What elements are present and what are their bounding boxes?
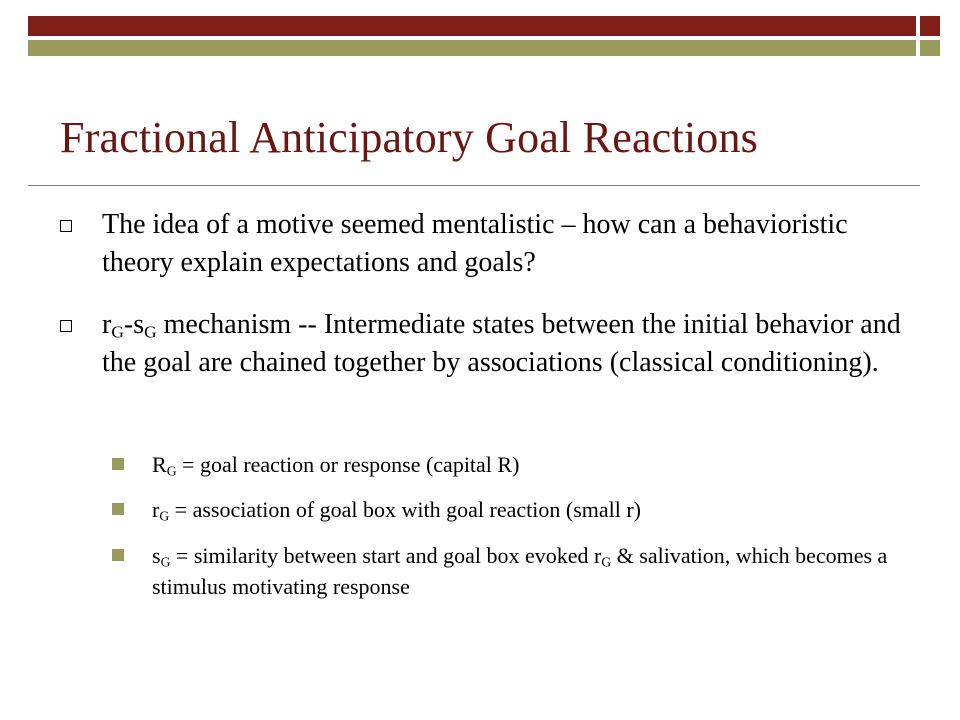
hollow-square-bullet-icon (60, 220, 72, 232)
top-accent-band (28, 16, 916, 36)
sub-text: = association of goal box with goal reaction (small r) (169, 497, 642, 522)
sub-item-small-s (152, 540, 912, 602)
sub-symbol: s (152, 543, 161, 568)
sub-text: = goal reaction or response (capital R) (176, 452, 520, 477)
bullet-symbol-dash-s: -s (123, 309, 145, 340)
sub-symbol: r (152, 497, 160, 522)
sub-symbol: R (152, 452, 167, 477)
subscript-g: G (159, 508, 170, 524)
top-secondary-band (28, 40, 916, 56)
sub-text-continued: & salivation, which becomes a stimulus motivating response (152, 543, 888, 599)
subscript-g: G (166, 463, 177, 479)
subscript-g: G (160, 554, 171, 570)
bullet-symbol-r: r (102, 309, 112, 340)
subscript-g: G (601, 554, 612, 570)
sub-item-capital-r (152, 449, 912, 480)
corner-accent-square (920, 16, 940, 36)
title-underline (28, 185, 920, 186)
subscript-g: G (111, 322, 124, 342)
subscript-g: G (144, 322, 157, 342)
sub-item-small-r (152, 494, 912, 525)
slide-title: Fractional Anticipatory Goal Reactions (60, 113, 758, 162)
bullet-item-motive (102, 206, 902, 282)
corner-secondary-square (920, 40, 940, 56)
hollow-square-bullet-icon (60, 320, 72, 332)
filled-square-bullet-icon (112, 458, 124, 470)
bullet-item-mechanism (102, 306, 902, 382)
bullet-text: mechanism -- Intermediate states between the initial behavior and the goal are chained together by associations (classical conditioning). (102, 309, 901, 378)
sub-text: = similarity between start and goal box evoked r (170, 543, 602, 568)
bullet-text: The idea of a motive seemed mentalistic – how can a behavioristic theory explain expectations and goals? (102, 209, 848, 278)
filled-square-bullet-icon (112, 503, 124, 515)
filled-square-bullet-icon (112, 549, 124, 561)
